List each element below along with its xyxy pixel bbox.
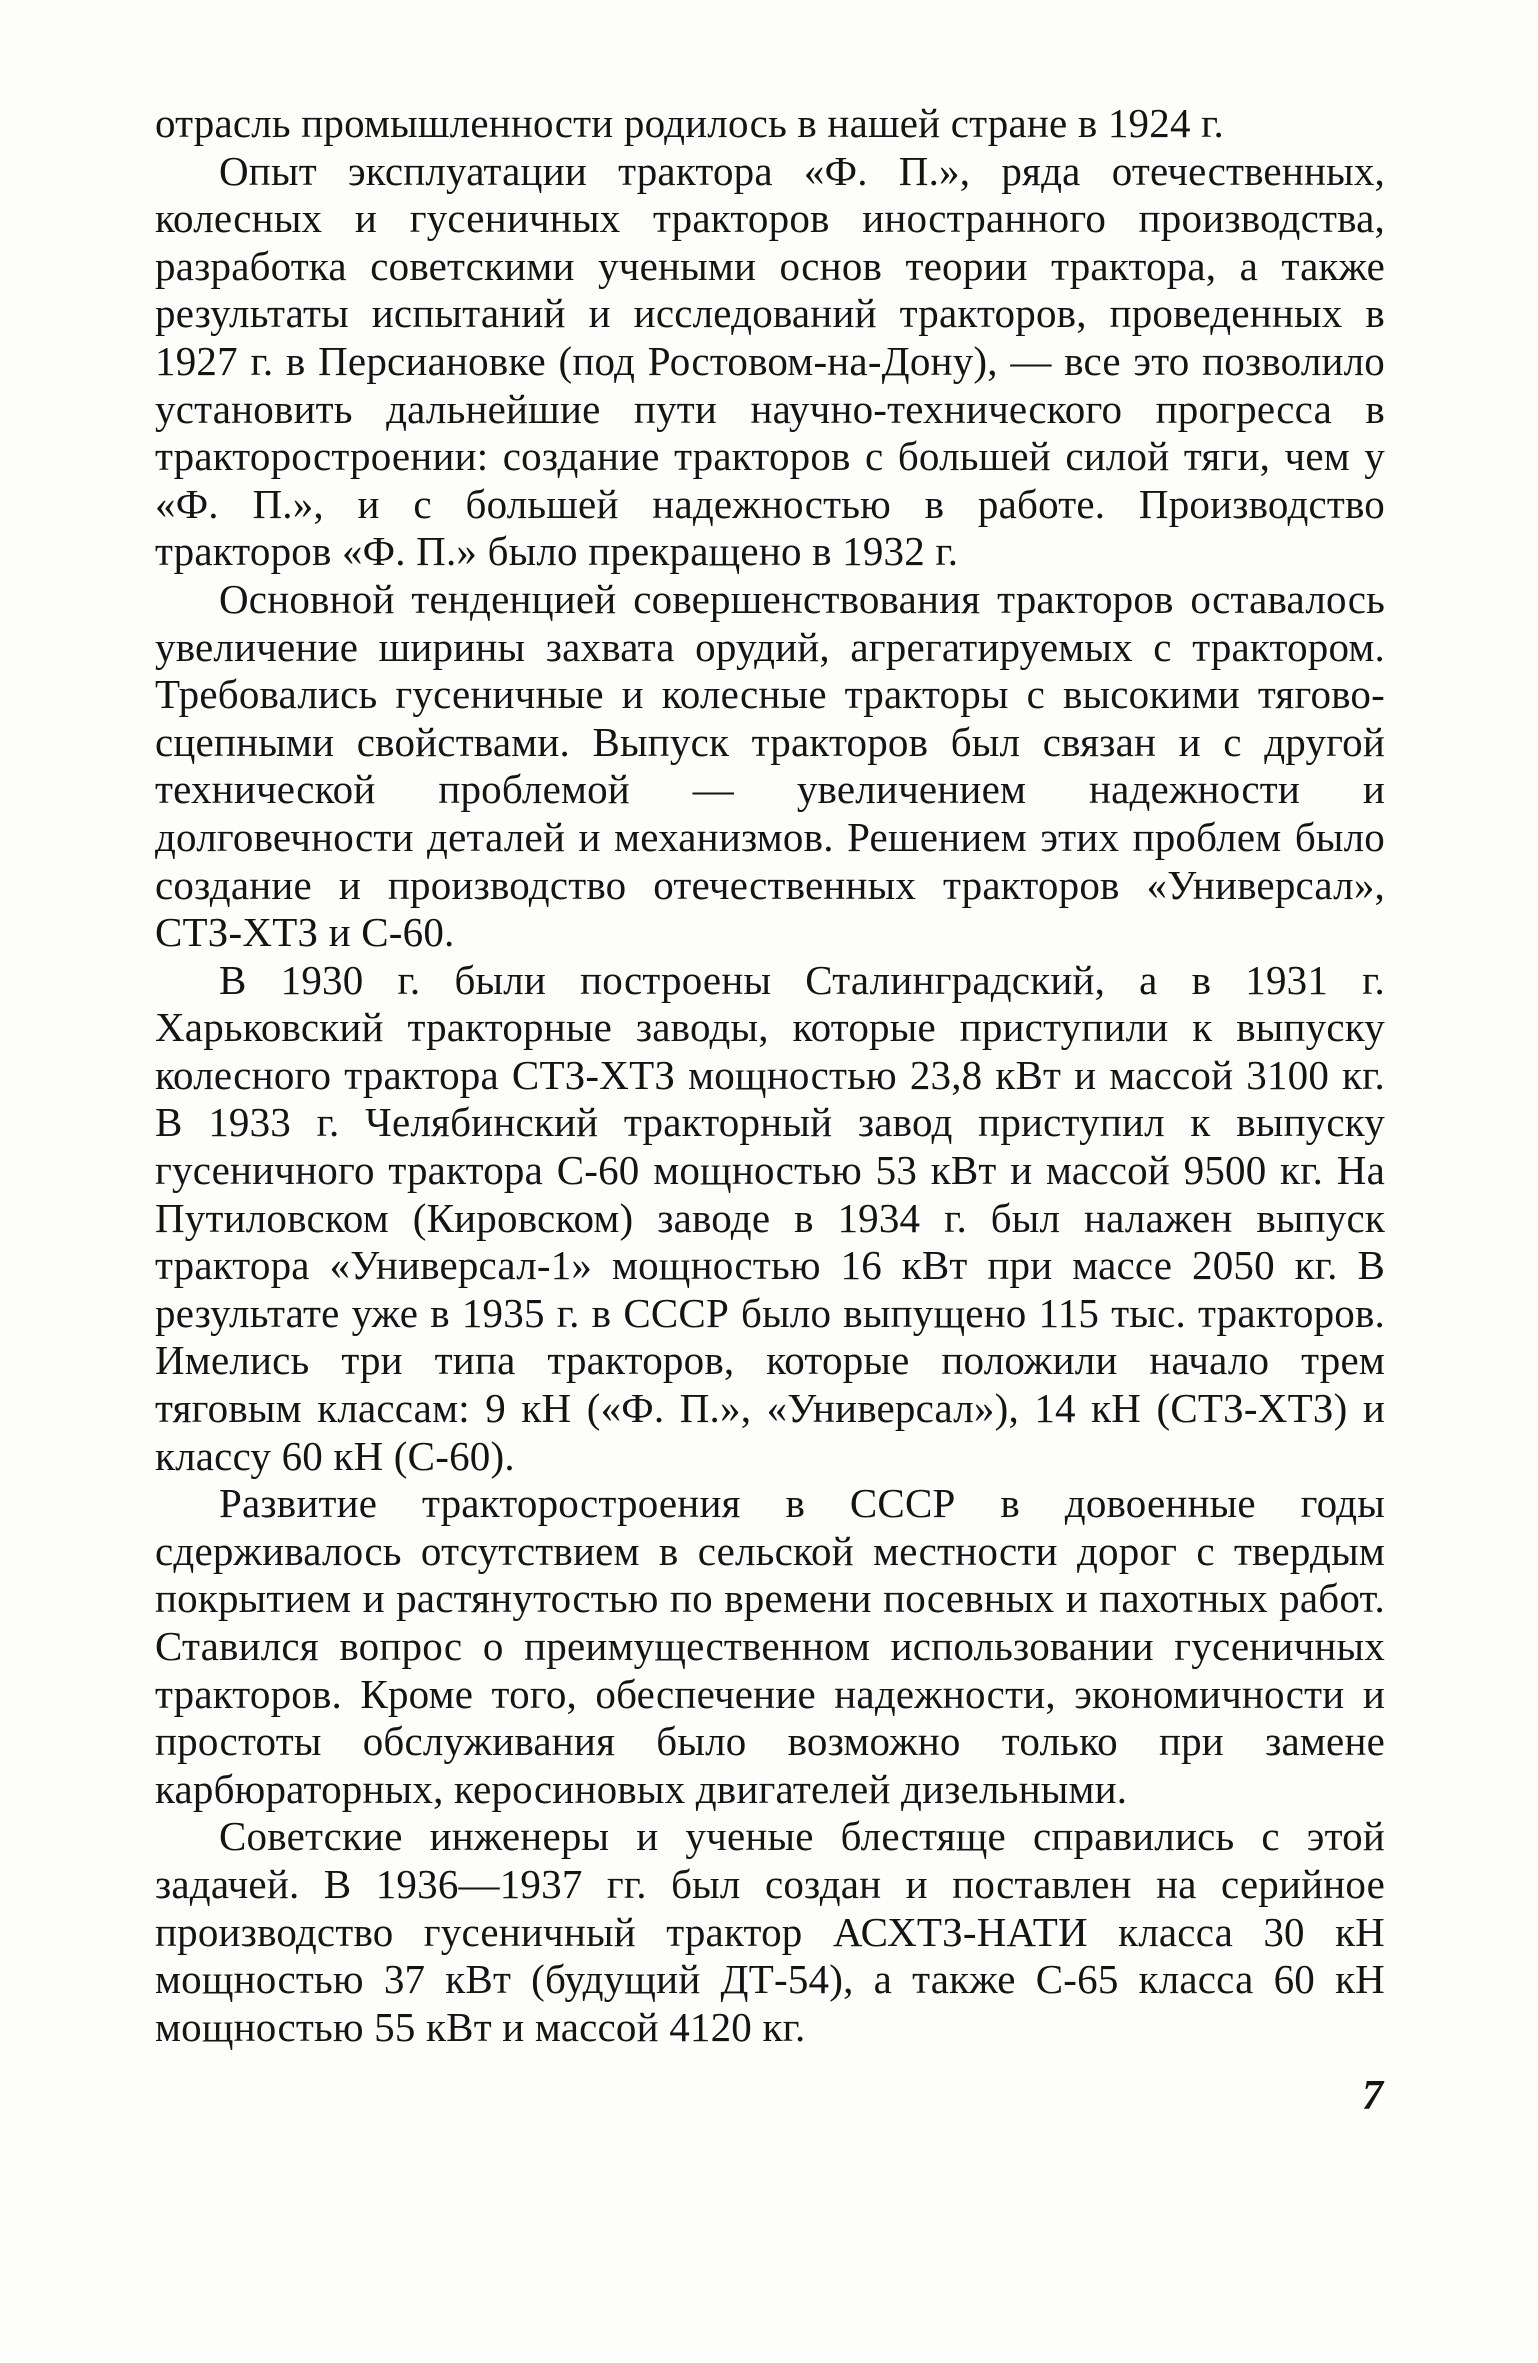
page-body-text <box>155 100 1385 2051</box>
paragraph: В 1930 г. были построены Сталинградский, а в 1931 г. Харьковский тракторные заводы, которые приступили к выпуску колесного трактора СТЗ-ХТЗ мощностью 23,8 кВт и массой 3100 кг. В 1933 г. Челябинский тракторный завод приступил к выпуску гусеничного трактора С-60 мощностью 53 кВт и массой 9500 кг. На Путиловском (Кировском) заводе в 1934 г. был налажен выпуск трактора «Универсал-1» мощностью 16 кВт при массе 2050 кг. В результате уже в 1935 г. в СССР было выпущено 115 тыс. тракторов. Имелись три типа тракторов, которые положили начало трем тяговым классам: 9 кН («Ф. П.», «Универсал»), 14 кН (СТЗ-ХТЗ) и классу 60 кН (С-60). <box>155 956 1385 1479</box>
paragraph: Опыт эксплуатации трактора «Ф. П.», ряда отечественных, колесных и гусеничных тракторов иностранного производства, разработка советскими учеными основ теории трактора, а также результаты испытаний и исследований тракторов, проведенных в 1927 г. в Персиановке (под Ростовом-на-Дону), — все это позволило установить дальнейшие пути научно-технического прогресса в тракторостроении: создание тракторов с большей силой тяги, чем у «Ф. П.», и с большей надежностью в работе. Производство тракторов «Ф. П.» было прекращено в 1932 г. <box>155 147 1385 575</box>
paragraph: Развитие тракторостроения в СССР в довоенные годы сдерживалось отсутствием в сельской местности дорог с твердым покрытием и растянутостью по времени посевных и пахотных работ. Ставился вопрос о преимущественном использовании гусеничных тракторов. Кроме того, обеспечение надежности, экономичности и простоты обслуживания было возможно только при замене карбюраторных, керосиновых двигателей дизельными. <box>155 1480 1385 1812</box>
paragraph-continuation: отрасль промышленности родилось в нашей стране в 1924 г. <box>155 100 1224 146</box>
paragraph: Советские инженеры и ученые блестяще справились с этой задачей. В 1936—1937 гг. был создан и поставлен на серийное производство гусеничный трактор АСХТЗ-НАТИ класса 30 кН мощностью 37 кВт (будущий ДТ-54), а также С-65 класса 60 кН мощностью 55 кВт и массой 4120 кг. <box>155 1813 1385 2050</box>
paragraph: Основной тенденцией совершенствования тракторов оставалось увеличение ширины захвата орудий, агрегатируемых с трактором. Требовались гусеничные и колесные тракторы с высокими тягово-сцепными свойствами. Выпуск тракторов был связан и с другой технической проблемой — увеличением надежности и долговечности деталей и механизмов. Решением этих проблем было создание и производство отечественных тракторов «Универсал», СТЗ-ХТЗ и С-60. <box>155 575 1385 956</box>
page-number: 7 <box>1362 2073 1383 2119</box>
